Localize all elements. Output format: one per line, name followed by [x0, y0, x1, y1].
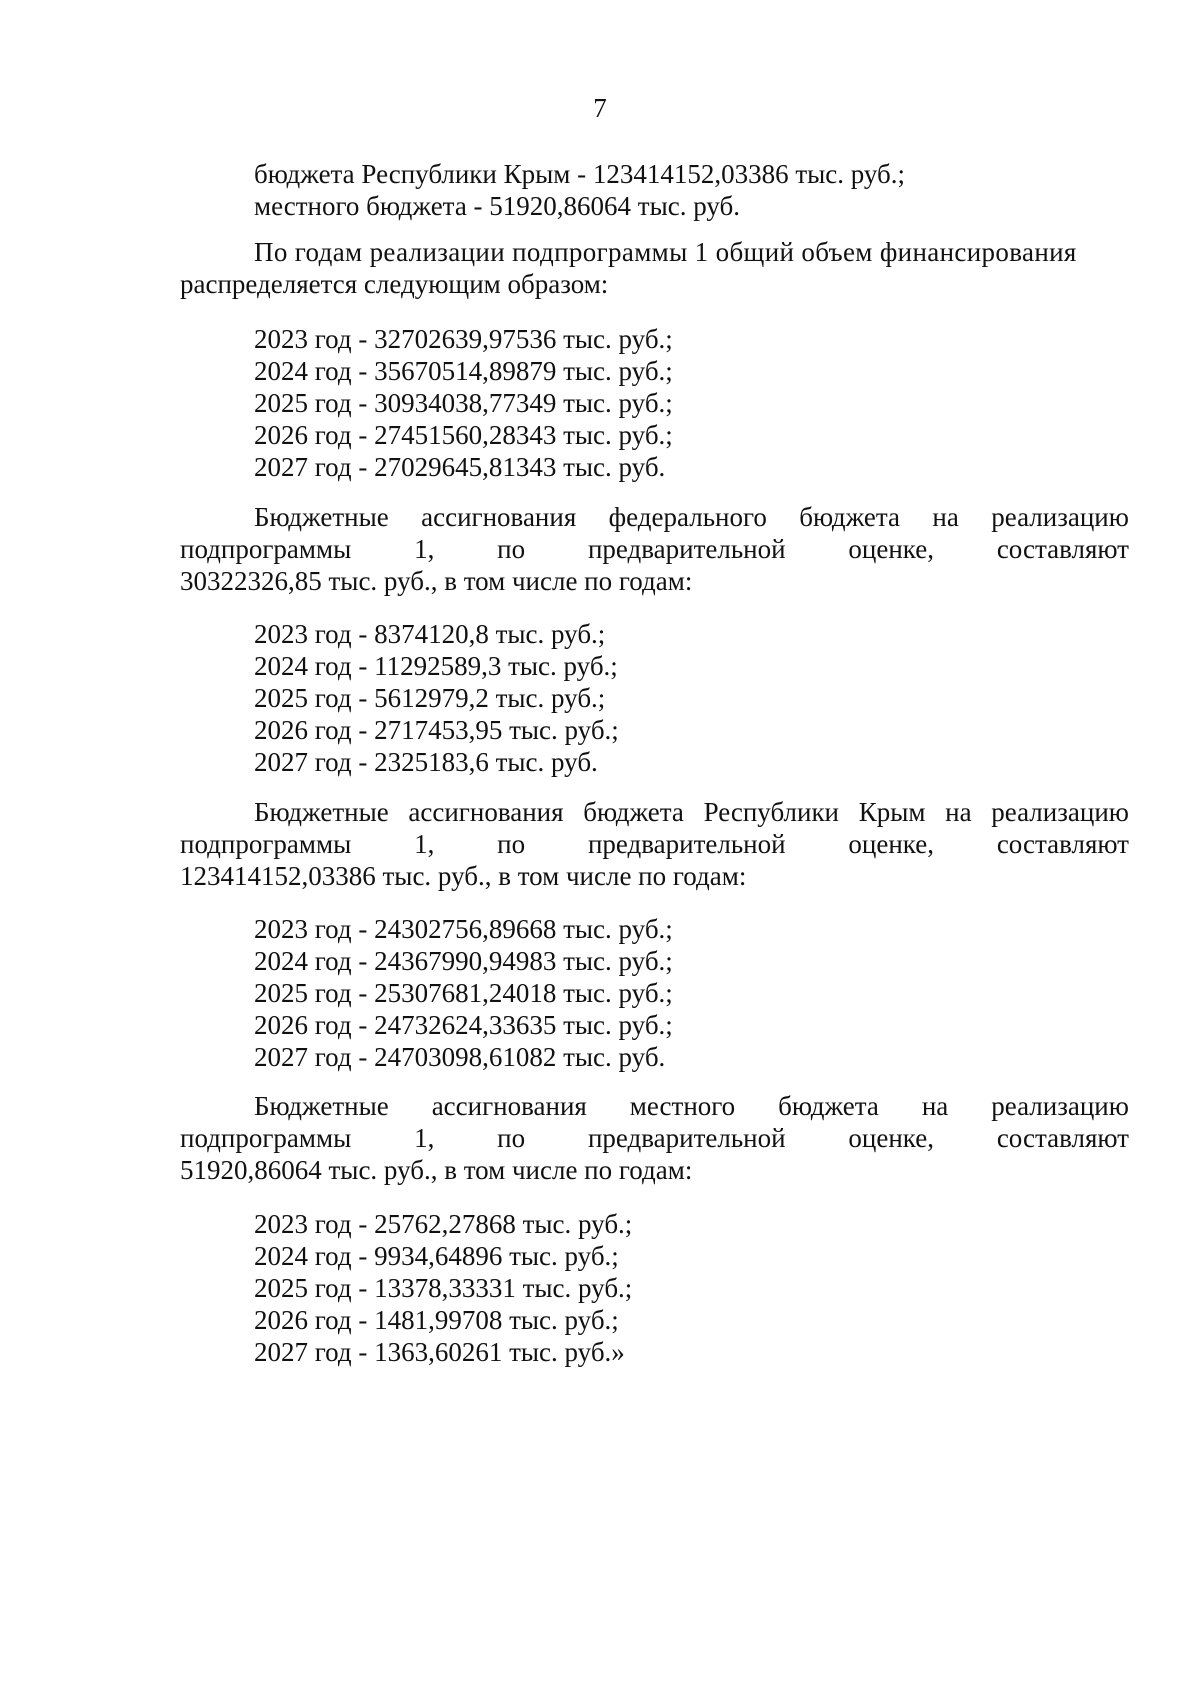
paragraph-line — [180, 1122, 1129, 1154]
total-paragraph — [180, 236, 1129, 300]
word: составляют — [996, 1123, 1129, 1153]
paragraph-line: 30322326,85 тыс. руб., в том числе по годам: — [180, 566, 693, 596]
year-list-item: 2026 год - 27451560,28343 тыс. руб.; — [254, 420, 673, 450]
year-list-item: 2023 год - 8374120,8 тыс. руб.; — [254, 619, 606, 649]
intro-lines — [254, 158, 905, 222]
year-list-item: 2026 год - 2717453,95 тыс. руб.; — [254, 715, 619, 745]
year-list-item: 2027 год - 24703098,61082 тыс. руб. — [254, 1042, 666, 1072]
word: подпрограммы — [180, 534, 352, 564]
word: Бюджетные — [254, 1091, 389, 1121]
paragraph-line: распределяется следующим образом: — [180, 269, 609, 299]
word: на — [932, 502, 959, 532]
word: 1, — [414, 829, 435, 859]
paragraph-line — [180, 796, 1129, 828]
year-list-item: 2025 год - 13378,33331 тыс. руб.; — [254, 1273, 633, 1303]
year-list-item: 2023 год - 25762,27868 тыс. руб.; — [254, 1209, 633, 1239]
federal-year-list — [254, 618, 619, 778]
word: предварительной — [587, 534, 786, 564]
local-paragraph — [180, 1090, 1129, 1186]
word: по — [497, 534, 526, 564]
word: ассигнования — [431, 1091, 587, 1121]
word: бюджета — [799, 502, 900, 532]
word: бюджета — [778, 1091, 879, 1121]
word: по — [497, 1123, 526, 1153]
year-list-item: 2023 год - 24302756,89668 тыс. руб.; — [254, 914, 673, 944]
word: на — [921, 1091, 949, 1121]
word: Республики — [703, 797, 840, 827]
year-list-item: 2026 год - 1481,99708 тыс. руб.; — [254, 1305, 619, 1335]
paragraph-line: 51920,86064 тыс. руб., в том числе по годам: — [180, 1155, 693, 1185]
word: оценке, — [848, 534, 934, 564]
word: Крым — [858, 797, 926, 827]
word: реализацию — [991, 797, 1129, 827]
word: федерального — [608, 502, 767, 532]
year-list-item: 2027 год - 2325183,6 тыс. руб. — [254, 747, 598, 777]
word: на — [945, 797, 972, 827]
year-list-item: 2024 год - 35670514,89879 тыс. руб.; — [254, 356, 673, 386]
federal-paragraph — [180, 501, 1129, 597]
year-list-item: 2024 год - 9934,64896 тыс. руб.; — [254, 1241, 619, 1271]
word: 1, — [414, 534, 435, 564]
paragraph-line — [180, 1090, 1129, 1122]
page-number: 7 — [593, 93, 607, 123]
word: составляют — [996, 829, 1129, 859]
word: Бюджетные — [254, 502, 389, 532]
word: 1, — [414, 1123, 435, 1153]
word: Бюджетные — [254, 797, 389, 827]
year-list-item: 2024 год - 11292589,3 тыс. руб.; — [254, 651, 618, 681]
year-list-item: 2024 год - 24367990,94983 тыс. руб.; — [254, 946, 673, 976]
word: составляют — [996, 534, 1129, 564]
word: оценке, — [848, 1123, 934, 1153]
word: бюджета — [583, 797, 684, 827]
word: реализацию — [991, 502, 1129, 532]
word: оценке, — [848, 829, 934, 859]
intro-line: местного бюджета - 51920,86064 тыс. руб. — [254, 191, 740, 221]
year-list-item: 2027 год - 1363,60261 тыс. руб.» — [254, 1337, 625, 1367]
word: подпрограммы — [180, 1123, 352, 1153]
intro-line: бюджета Республики Крым - 123414152,03386 тыс. руб.; — [254, 159, 906, 189]
word: предварительной — [587, 1123, 786, 1153]
year-list-item: 2027 год - 27029645,81343 тыс. руб. — [254, 452, 666, 482]
local-year-list — [254, 1208, 632, 1368]
word: ассигнования — [421, 502, 577, 532]
year-list-item: 2025 год - 25307681,24018 тыс. руб.; — [254, 978, 673, 1008]
republic-year-list — [254, 913, 673, 1073]
word: ассигнования — [408, 797, 564, 827]
year-list-item: 2025 год - 5612979,2 тыс. руб.; — [254, 683, 606, 713]
word: предварительной — [587, 829, 786, 859]
word: подпрограммы — [180, 829, 352, 859]
year-list-item: 2025 год - 30934038,77349 тыс. руб.; — [254, 388, 673, 418]
paragraph-line — [180, 533, 1129, 565]
word: по — [497, 829, 526, 859]
paragraph-line: 123414152,03386 тыс. руб., в том числе по годам: — [180, 861, 747, 891]
paragraph-line — [180, 501, 1129, 533]
total-year-list — [254, 323, 673, 483]
year-list-item: 2026 год - 24732624,33635 тыс. руб.; — [254, 1010, 673, 1040]
word: местного — [629, 1091, 736, 1121]
word: реализацию — [991, 1091, 1129, 1121]
republic-paragraph — [180, 796, 1129, 892]
year-list-item: 2023 год - 32702639,97536 тыс. руб.; — [254, 324, 673, 354]
paragraph-line — [180, 828, 1129, 860]
paragraph-line: По годам реализации подпрограммы 1 общий объем финансирования — [254, 237, 1077, 267]
